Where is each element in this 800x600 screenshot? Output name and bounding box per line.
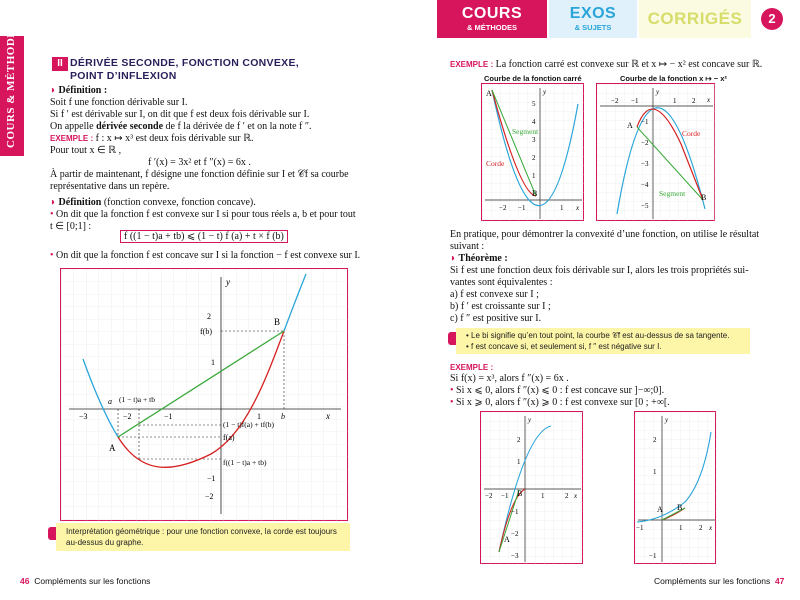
svg-text:3: 3 bbox=[532, 136, 536, 144]
corde-label: Corde bbox=[486, 159, 505, 168]
footer-right-text: Compléments sur les fonctions bbox=[654, 576, 771, 586]
text-line: Si f est une fonction deux fois dérivable sur I, alors les trois propriétés sui- bbox=[450, 265, 749, 276]
y-axis-label: y bbox=[543, 88, 547, 96]
tick-y: −1 bbox=[207, 474, 216, 483]
text-part: On appelle bbox=[50, 121, 97, 132]
convex-chord-figure bbox=[60, 268, 348, 521]
svg-text:−2: −2 bbox=[499, 204, 507, 212]
example-label: EXEMPLE : bbox=[450, 363, 494, 372]
page-number-left: 46 bbox=[20, 576, 30, 586]
svg-text:−1: −1 bbox=[631, 97, 639, 105]
svg-text:−1: −1 bbox=[518, 204, 526, 212]
footer-left bbox=[20, 576, 150, 586]
neg-square-function-figure bbox=[596, 83, 715, 221]
tab-cours-label: COURS bbox=[461, 5, 523, 22]
spine-label: COURS & MÉTHODES bbox=[5, 23, 17, 148]
text-line bbox=[50, 121, 312, 133]
segment-label: Segment bbox=[659, 189, 686, 198]
svg-text:−1: −1 bbox=[511, 508, 519, 516]
x-axis-label: x bbox=[709, 524, 713, 532]
text-line: f ′(x) = 3x² et f ″(x) = 6x . bbox=[148, 157, 251, 168]
square-function-figure bbox=[481, 83, 584, 221]
text-line: En pratique, pour démontrer la convexité d’une fonction, on utilise le résultat bbox=[450, 229, 760, 240]
convexity-formula bbox=[120, 231, 288, 243]
tip-text: f est concave si, et seulement si, f ″ est négative sur I. bbox=[471, 342, 662, 351]
segment-label: Segment bbox=[512, 127, 539, 136]
b-label: b bbox=[281, 412, 285, 421]
svg-text:2: 2 bbox=[517, 436, 521, 444]
text-line: suivant : bbox=[450, 241, 485, 252]
tab-exos-label: EXOS bbox=[569, 5, 617, 22]
x-axis-label: x bbox=[707, 96, 711, 104]
text-line: Pour tout x ∈ ℝ , bbox=[50, 145, 122, 156]
text-line: Soit f une fonction dérivable sur I. bbox=[50, 97, 188, 108]
point-B-label: B bbox=[701, 193, 707, 202]
svg-text:1: 1 bbox=[560, 204, 564, 212]
svg-text:1: 1 bbox=[653, 468, 657, 476]
svg-text:−1: −1 bbox=[641, 118, 649, 126]
y-axis-label: y bbox=[528, 416, 532, 424]
y-axis-label: y bbox=[665, 416, 669, 424]
a-label: a bbox=[108, 397, 112, 406]
tip-line: • Le bi signifie qu’en tout point, la courbe 𝒞f est au-dessus de sa tangente. bbox=[466, 331, 730, 340]
text-line: Si f ′ est dérivable sur I, on dit que f est deux fois dérivable sur I. bbox=[50, 109, 310, 120]
point-B-label: B bbox=[274, 317, 281, 327]
svg-text:5: 5 bbox=[532, 100, 536, 108]
svg-text:−5: −5 bbox=[641, 202, 649, 210]
tick-x: 1 bbox=[257, 412, 261, 421]
example-text: La fonction carré est convexe sur ℝ et x ↦ − x² est concave sur ℝ. bbox=[493, 59, 763, 70]
text-line: À partir de maintenant, f désigne une fonction définie sur I et 𝒞f sa courbe bbox=[50, 169, 349, 180]
tick-x: −3 bbox=[79, 412, 88, 421]
svg-text:2: 2 bbox=[532, 154, 536, 162]
footer-left-text: Compléments sur les fonctions bbox=[34, 576, 151, 586]
tip-box-right bbox=[456, 328, 750, 354]
text-part: de f la dérivée de f ′ et on la note f ″. bbox=[163, 121, 312, 132]
example-label: EXEMPLE : bbox=[50, 134, 94, 143]
x-axis-label: x bbox=[326, 411, 330, 421]
theorem-title: ◗ Théorème : bbox=[450, 253, 508, 264]
bullet-text: On dit que la fonction f est concave sur I si la fonction − f est convexe sur I. bbox=[56, 250, 361, 261]
x-axis-label: x bbox=[574, 492, 578, 500]
tick-y: −2 bbox=[205, 492, 214, 501]
tip-text: Le bi signifie qu’en tout point, la courbe 𝒞f est au-dessus de sa tangente. bbox=[471, 331, 730, 340]
example-text: f : x ↦ x³ est deux fois dérivable sur ℝ. bbox=[93, 133, 254, 144]
formula-box: f ((1 − t)a + tb) ⩽ (1 − t) f (a) + t × f (b) bbox=[120, 230, 288, 243]
svg-text:−3: −3 bbox=[641, 160, 649, 168]
caption-neg-square: Courbe de la fonction x ↦ − x² bbox=[620, 74, 727, 83]
text-line: Si f(x) = x³, alors f ″(x) = 6x . bbox=[450, 373, 569, 384]
theorem-label: Théorème : bbox=[458, 253, 508, 264]
text-line: vantes sont équivalentes : bbox=[450, 277, 553, 288]
svg-text:−3: −3 bbox=[511, 552, 519, 560]
svg-text:1: 1 bbox=[679, 524, 683, 532]
definition-2-rest: (fonction convexe, fonction concave). bbox=[101, 197, 256, 208]
tab-corriges-label: CORRIGÉS bbox=[647, 9, 743, 28]
cube-convex-figure bbox=[634, 411, 716, 564]
section-number: II bbox=[52, 57, 68, 71]
tick-y: 2 bbox=[207, 312, 211, 321]
definition-2: ◗ Définition (fonction convexe, fonction concave). bbox=[50, 197, 256, 208]
point-A-label: A bbox=[657, 505, 663, 514]
svg-text:−2: −2 bbox=[485, 492, 493, 500]
curve-value-label: f((1 − t)a + tb) bbox=[223, 458, 267, 467]
abscissa-label: (1 − t)a + tb bbox=[119, 395, 155, 404]
point-B-label: B bbox=[677, 503, 683, 512]
tab-corriges[interactable] bbox=[639, 0, 751, 38]
point-B-label: B bbox=[532, 189, 538, 198]
chord-value-label: (1 − t)f(a) + tf(b) bbox=[223, 420, 274, 429]
tick-x: −1 bbox=[164, 412, 173, 421]
svg-text:4: 4 bbox=[532, 118, 536, 126]
bullet-concave: • On dit que la fonction f est concave sur I si la fonction − f est convexe sur I. bbox=[50, 250, 361, 261]
tab-cours[interactable] bbox=[437, 0, 547, 38]
svg-text:2: 2 bbox=[699, 524, 703, 532]
definition-1: ◗ Définition : bbox=[50, 85, 108, 96]
corde-label: Corde bbox=[682, 129, 701, 138]
x-axis-label: x bbox=[576, 204, 580, 212]
bullet-text: On dit que la fonction f est convexe sur I si pour tous réels a, b et pour tout bbox=[56, 209, 356, 220]
svg-text:2: 2 bbox=[692, 97, 696, 105]
text-bold: dérivée seconde bbox=[96, 121, 164, 132]
bullet-concave-cube: • Si x ⩽ 0, alors f ″(x) ⩽ 0 : f est concave sur ]−∞;0]. bbox=[450, 385, 665, 396]
svg-text:−2: −2 bbox=[611, 97, 619, 105]
spine-tab bbox=[0, 23, 24, 156]
svg-text:1: 1 bbox=[532, 172, 536, 180]
bullet-text: Si x ⩾ 0, alors f ″(x) ⩾ 0 : f est convexe sur [0 ; +∞[. bbox=[456, 397, 670, 408]
svg-text:−2: −2 bbox=[641, 139, 649, 147]
example-line bbox=[50, 133, 254, 145]
point-A-label: A bbox=[504, 535, 510, 544]
chapter-badge: 2 bbox=[761, 8, 783, 30]
tick-y: 1 bbox=[211, 358, 215, 367]
point-A-label: A bbox=[486, 89, 492, 98]
tick-x: −2 bbox=[123, 412, 132, 421]
text-line: a) f est convexe sur I ; bbox=[450, 289, 539, 300]
text-line: b) f ′ est croissante sur I ; bbox=[450, 301, 551, 312]
svg-text:−1: −1 bbox=[649, 552, 657, 560]
example-line bbox=[450, 59, 762, 71]
svg-text:1: 1 bbox=[541, 492, 545, 500]
bullet-text: Si x ⩽ 0, alors f ″(x) ⩽ 0 : f est concave sur ]−∞;0]. bbox=[456, 385, 665, 396]
page-number-right: 47 bbox=[774, 576, 785, 586]
text-line: t ∈ [0;1] : bbox=[50, 221, 92, 232]
tab-cours-sub: & MÉTHODES bbox=[466, 23, 517, 32]
tip-box: Interprétation géométrique : pour une fonction convexe, la corde est toujours au-dessus du graphe. bbox=[56, 523, 350, 551]
convex-chord-svg bbox=[61, 269, 349, 522]
svg-text:2: 2 bbox=[653, 436, 657, 444]
example-label: EXEMPLE : bbox=[450, 60, 494, 69]
y-axis-label: y bbox=[656, 88, 660, 96]
point-A-label: A bbox=[109, 443, 116, 453]
tip-line: • f est concave si, et seulement si, f ″ est négative sur I. bbox=[466, 342, 662, 351]
svg-text:−2: −2 bbox=[511, 530, 519, 538]
cube-concave-figure bbox=[480, 411, 583, 564]
definition-1-title: Définition : bbox=[58, 85, 108, 96]
section-title: DÉRIVÉE SECONDE, FONCTION CONVEXE, POINT D’INFLEXION bbox=[70, 57, 299, 82]
svg-text:2: 2 bbox=[565, 492, 569, 500]
svg-text:−1: −1 bbox=[636, 524, 644, 532]
y-axis-label: y bbox=[226, 277, 230, 287]
fb-label: f(b) bbox=[200, 327, 212, 336]
definition-2-title: Définition bbox=[58, 197, 102, 208]
text-line: c) f ″ est positive sur I. bbox=[450, 313, 542, 324]
tab-exos[interactable] bbox=[549, 0, 637, 38]
caption-square: Courbe de la fonction carré bbox=[484, 74, 582, 83]
point-B-label: B bbox=[517, 489, 523, 498]
footer-right bbox=[654, 576, 784, 586]
tab-exos-sub: & SUJETS bbox=[574, 23, 612, 32]
bullet-convex: • On dit que la fonction f est convexe sur I si pour tous réels a, b et pour tout bbox=[50, 209, 356, 220]
bullet-convex-cube: • Si x ⩾ 0, alors f ″(x) ⩾ 0 : f est convexe sur [0 ; +∞[. bbox=[450, 397, 670, 408]
point-A-label: A bbox=[627, 121, 633, 130]
svg-text:1: 1 bbox=[673, 97, 677, 105]
svg-text:−4: −4 bbox=[641, 181, 649, 189]
fa-label: f(a) bbox=[223, 433, 235, 442]
text-line: représentative dans un repère. bbox=[50, 181, 170, 192]
svg-text:−1: −1 bbox=[501, 492, 509, 500]
svg-text:1: 1 bbox=[517, 458, 521, 466]
